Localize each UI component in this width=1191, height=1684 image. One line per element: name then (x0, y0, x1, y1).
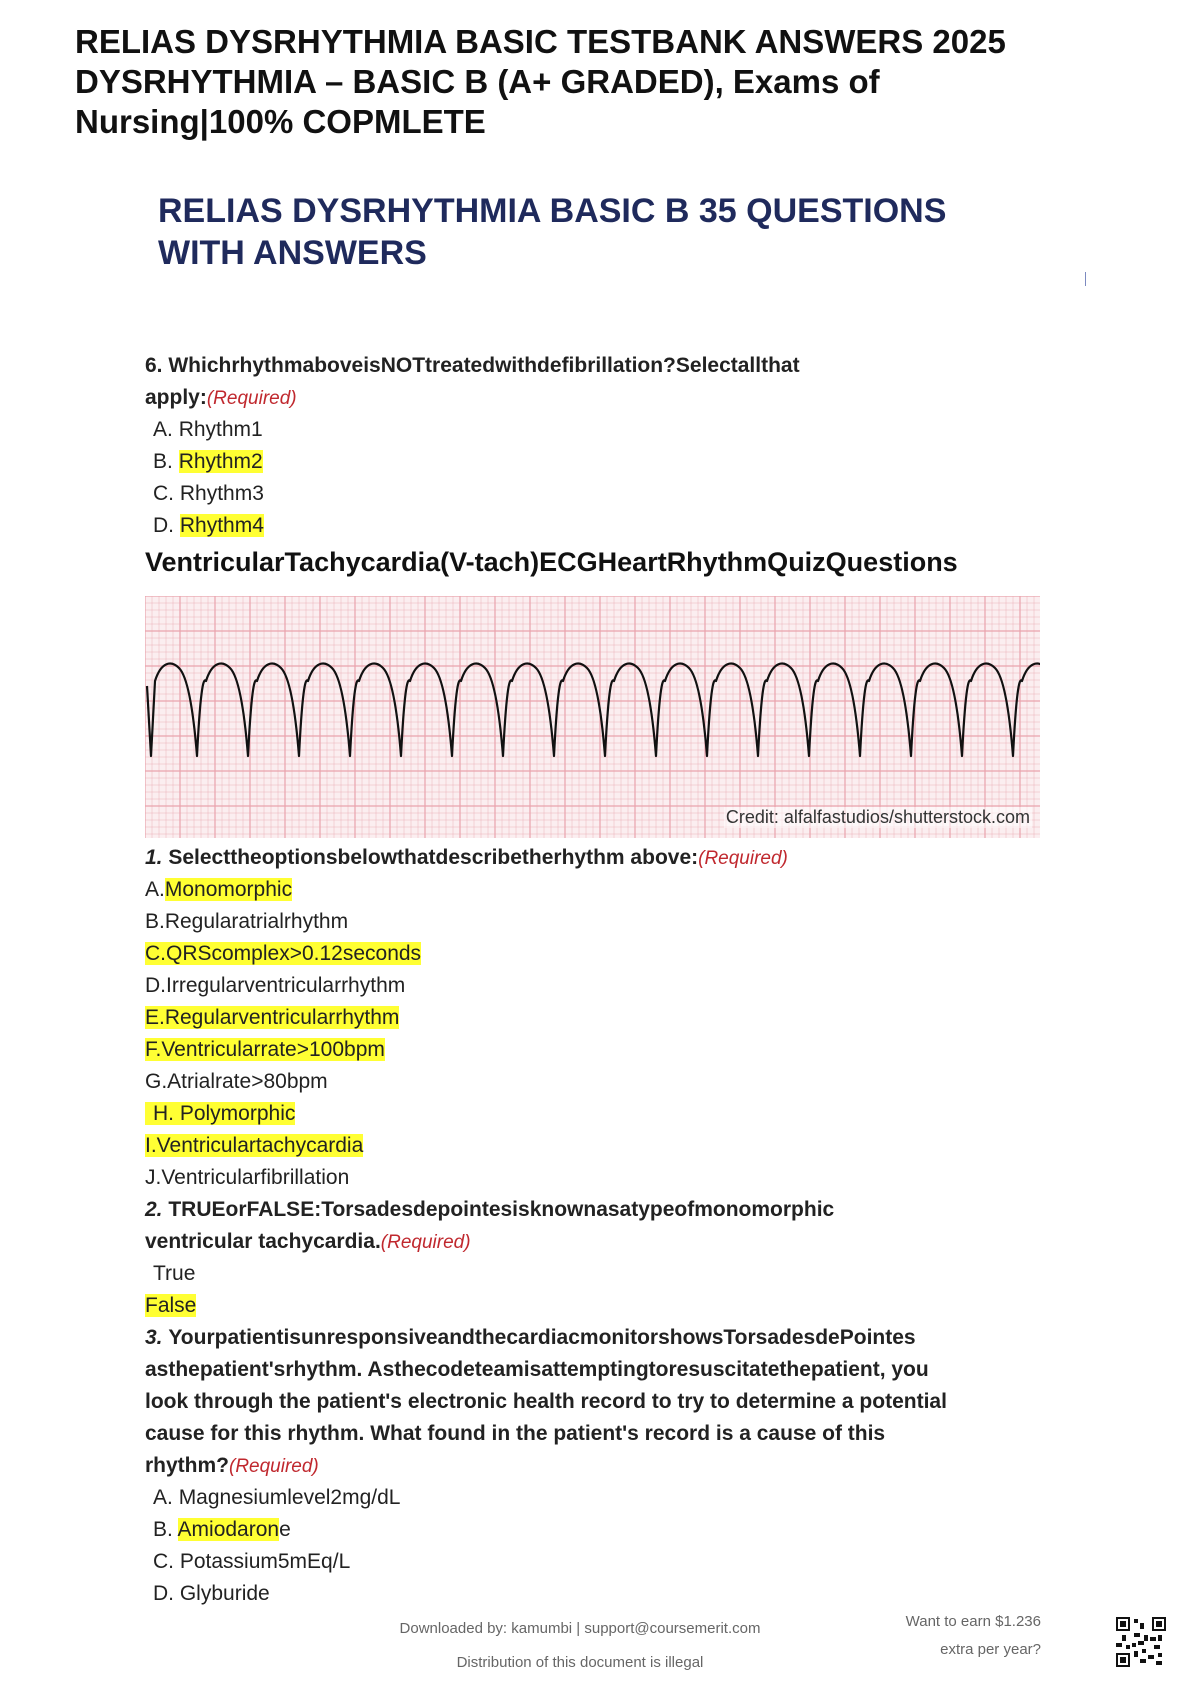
q6-option-d-text: Rhythm4 (179, 514, 264, 537)
ecg-graphic (145, 596, 1040, 838)
q1-option-e-text: E.Regularventricularrhythm (145, 1006, 400, 1029)
q6-option-c (145, 478, 1105, 510)
q6-option-a-text: Rhythm1 (178, 418, 263, 441)
q1-option-j (145, 1162, 1105, 1194)
q6-option-d-letter: D. (153, 514, 174, 537)
footer-earn (821, 1608, 1041, 1664)
section-title (158, 190, 1058, 274)
q3-option-b-letter: B. (153, 1518, 173, 1541)
q3-question-line2: asthepatient'srhythm. Asthecodeteamisattemptingtoresuscitatethepatient, you (145, 1358, 929, 1381)
ecg-credit: Credit: alfalfastudios/shutterstock.com (725, 807, 1030, 827)
q6-option-d (145, 510, 1105, 542)
q6-required-label: (Required) (206, 388, 297, 409)
q3-question-line3: look through the patient's electronic health record to try to determine a potential (145, 1390, 947, 1413)
section-title-line1: RELIAS DYSRHYTHMIA BASIC B 35 QUESTIONS (158, 192, 947, 230)
footer-downloaded: Downloaded by: kamumbi | support@coursemerit.com (399, 1620, 761, 1637)
q1-option-c (145, 938, 1105, 970)
document-title (75, 22, 1155, 142)
q1-option-d (145, 970, 1105, 1002)
q1-option-a-letter: A. (145, 878, 165, 901)
q1-option-i (145, 1130, 1105, 1162)
q3-option-b (145, 1514, 1105, 1546)
q1-option-h (145, 1098, 1105, 1130)
q3-option-d (145, 1578, 1105, 1610)
q6-apply-text: apply: (145, 386, 207, 409)
footer-earn-line2: extra per year? (940, 1641, 1041, 1658)
q6-option-b-letter: B. (153, 450, 173, 473)
q1-question: Selecttheoptionsbelowthatdescribetherhythm above: (168, 846, 699, 869)
q3-question-line5: rhythm? (145, 1454, 229, 1477)
q6-option-c-text: Rhythm3 (179, 482, 264, 505)
q1-option-i-text: I.Ventriculartachycardia (145, 1134, 364, 1157)
q6-text-line2 (145, 382, 1105, 414)
q3-option-a-text: Magnesiumlevel2mg/dL (178, 1486, 401, 1509)
q2-number: 2. (145, 1198, 163, 1221)
q3-option-c (145, 1546, 1105, 1578)
q3-option-d-text: Glyburide (179, 1582, 270, 1605)
q3-option-a-letter: A. (153, 1486, 173, 1509)
section-title-line2: WITH ANSWERS (158, 234, 427, 272)
q1-option-b (145, 906, 1105, 938)
q3-option-b-text: Amiodaron (177, 1518, 280, 1541)
q2-question-line2: ventricular tachycardia. (145, 1230, 381, 1253)
q2-option-true (145, 1258, 1105, 1290)
q6-option-b-text: Rhythm2 (178, 450, 263, 473)
q1-number: 1. (145, 846, 163, 869)
q3-question-line4: cause for this rhythm. What found in the patient's record is a cause of this (145, 1422, 886, 1445)
document-title-line1: RELIAS DYSRHYTHMIA BASIC TESTBANK ANSWERS 2025 (75, 23, 1006, 60)
q3-number: 3. (145, 1326, 163, 1349)
ecg-grid-background (145, 596, 1040, 838)
q6-option-c-letter: C. (153, 482, 174, 505)
q3-option-b-suffix: e (279, 1518, 291, 1541)
q3-text-line5 (145, 1450, 1105, 1482)
q2-option-false (145, 1290, 1105, 1322)
document-title-line3: Nursing|100% COPMLETE (75, 103, 486, 140)
q1-option-a (145, 874, 1105, 906)
q3-required-label: (Required) (229, 1456, 319, 1477)
q2-option-false-text: False (145, 1294, 197, 1317)
q1-option-f (145, 1034, 1105, 1066)
q2-text-line2 (145, 1226, 1105, 1258)
q1-option-f-text: F.Ventricularrate>100bpm (145, 1038, 385, 1061)
q1-option-c-text: C.QRScomplex>0.12seconds (145, 942, 422, 965)
q1-option-d-text: D.Irregularventricularrhythm (145, 974, 406, 997)
q3-option-c-letter: C. (153, 1550, 174, 1573)
document-title-line2: DYSRHYTHMIA – BASIC B (A+ GRADED), Exams of (75, 63, 880, 100)
q1-option-j-text: J.Ventricularfibrillation (145, 1166, 350, 1189)
footer-distribution: Distribution of this document is illegal (456, 1654, 704, 1671)
q6-option-a (145, 414, 1105, 446)
q1-option-g (145, 1066, 1105, 1098)
q6-option-a-letter: A. (153, 418, 173, 441)
q1-required-label: (Required) (698, 848, 788, 869)
q2-question-line1: TRUEorFALSE:Torsadesdepointesisknownasatypeofmonomorphic (168, 1198, 835, 1221)
q3-option-c-text: Potassium5mEq/L (179, 1550, 351, 1573)
ecg-strip (145, 596, 1040, 838)
question-content (145, 350, 1105, 1610)
q1-option-e (145, 1002, 1105, 1034)
q3-option-d-letter: D. (153, 1582, 174, 1605)
qr-code-icon[interactable] (1116, 1617, 1166, 1667)
footer-earn-line1: Want to earn $1.236 (905, 1613, 1041, 1630)
q1-option-h-text: H. Polymorphic (145, 1102, 295, 1125)
ecg-heading: VentricularTachycardia(V-tach)ECGHeartRhythmQuizQuestions (145, 547, 958, 577)
q2-text-line1 (145, 1194, 1105, 1226)
q2-required-label: (Required) (380, 1232, 471, 1253)
q3-question-line1: YourpatientisunresponsiveandthecardiacmonitorshowsTorsadesdePointes (168, 1326, 916, 1349)
q6-option-b (145, 446, 1105, 478)
q1-option-b-text: B.Regularatrialrhythm (145, 910, 349, 933)
q6-text-line1: 6. WhichrhythmaboveisNOTtreatedwithdefibrillation?Selectallthat (145, 354, 800, 377)
q3-option-a (145, 1482, 1105, 1514)
stray-mark (1085, 272, 1086, 286)
q3-text-line1 (145, 1322, 1105, 1354)
q1-text (145, 842, 1105, 874)
q1-option-a-text: Monomorphic (164, 878, 293, 901)
q2-option-true-text: True (153, 1262, 196, 1285)
q1-option-g-text: G.Atrialrate>80bpm (145, 1070, 328, 1093)
